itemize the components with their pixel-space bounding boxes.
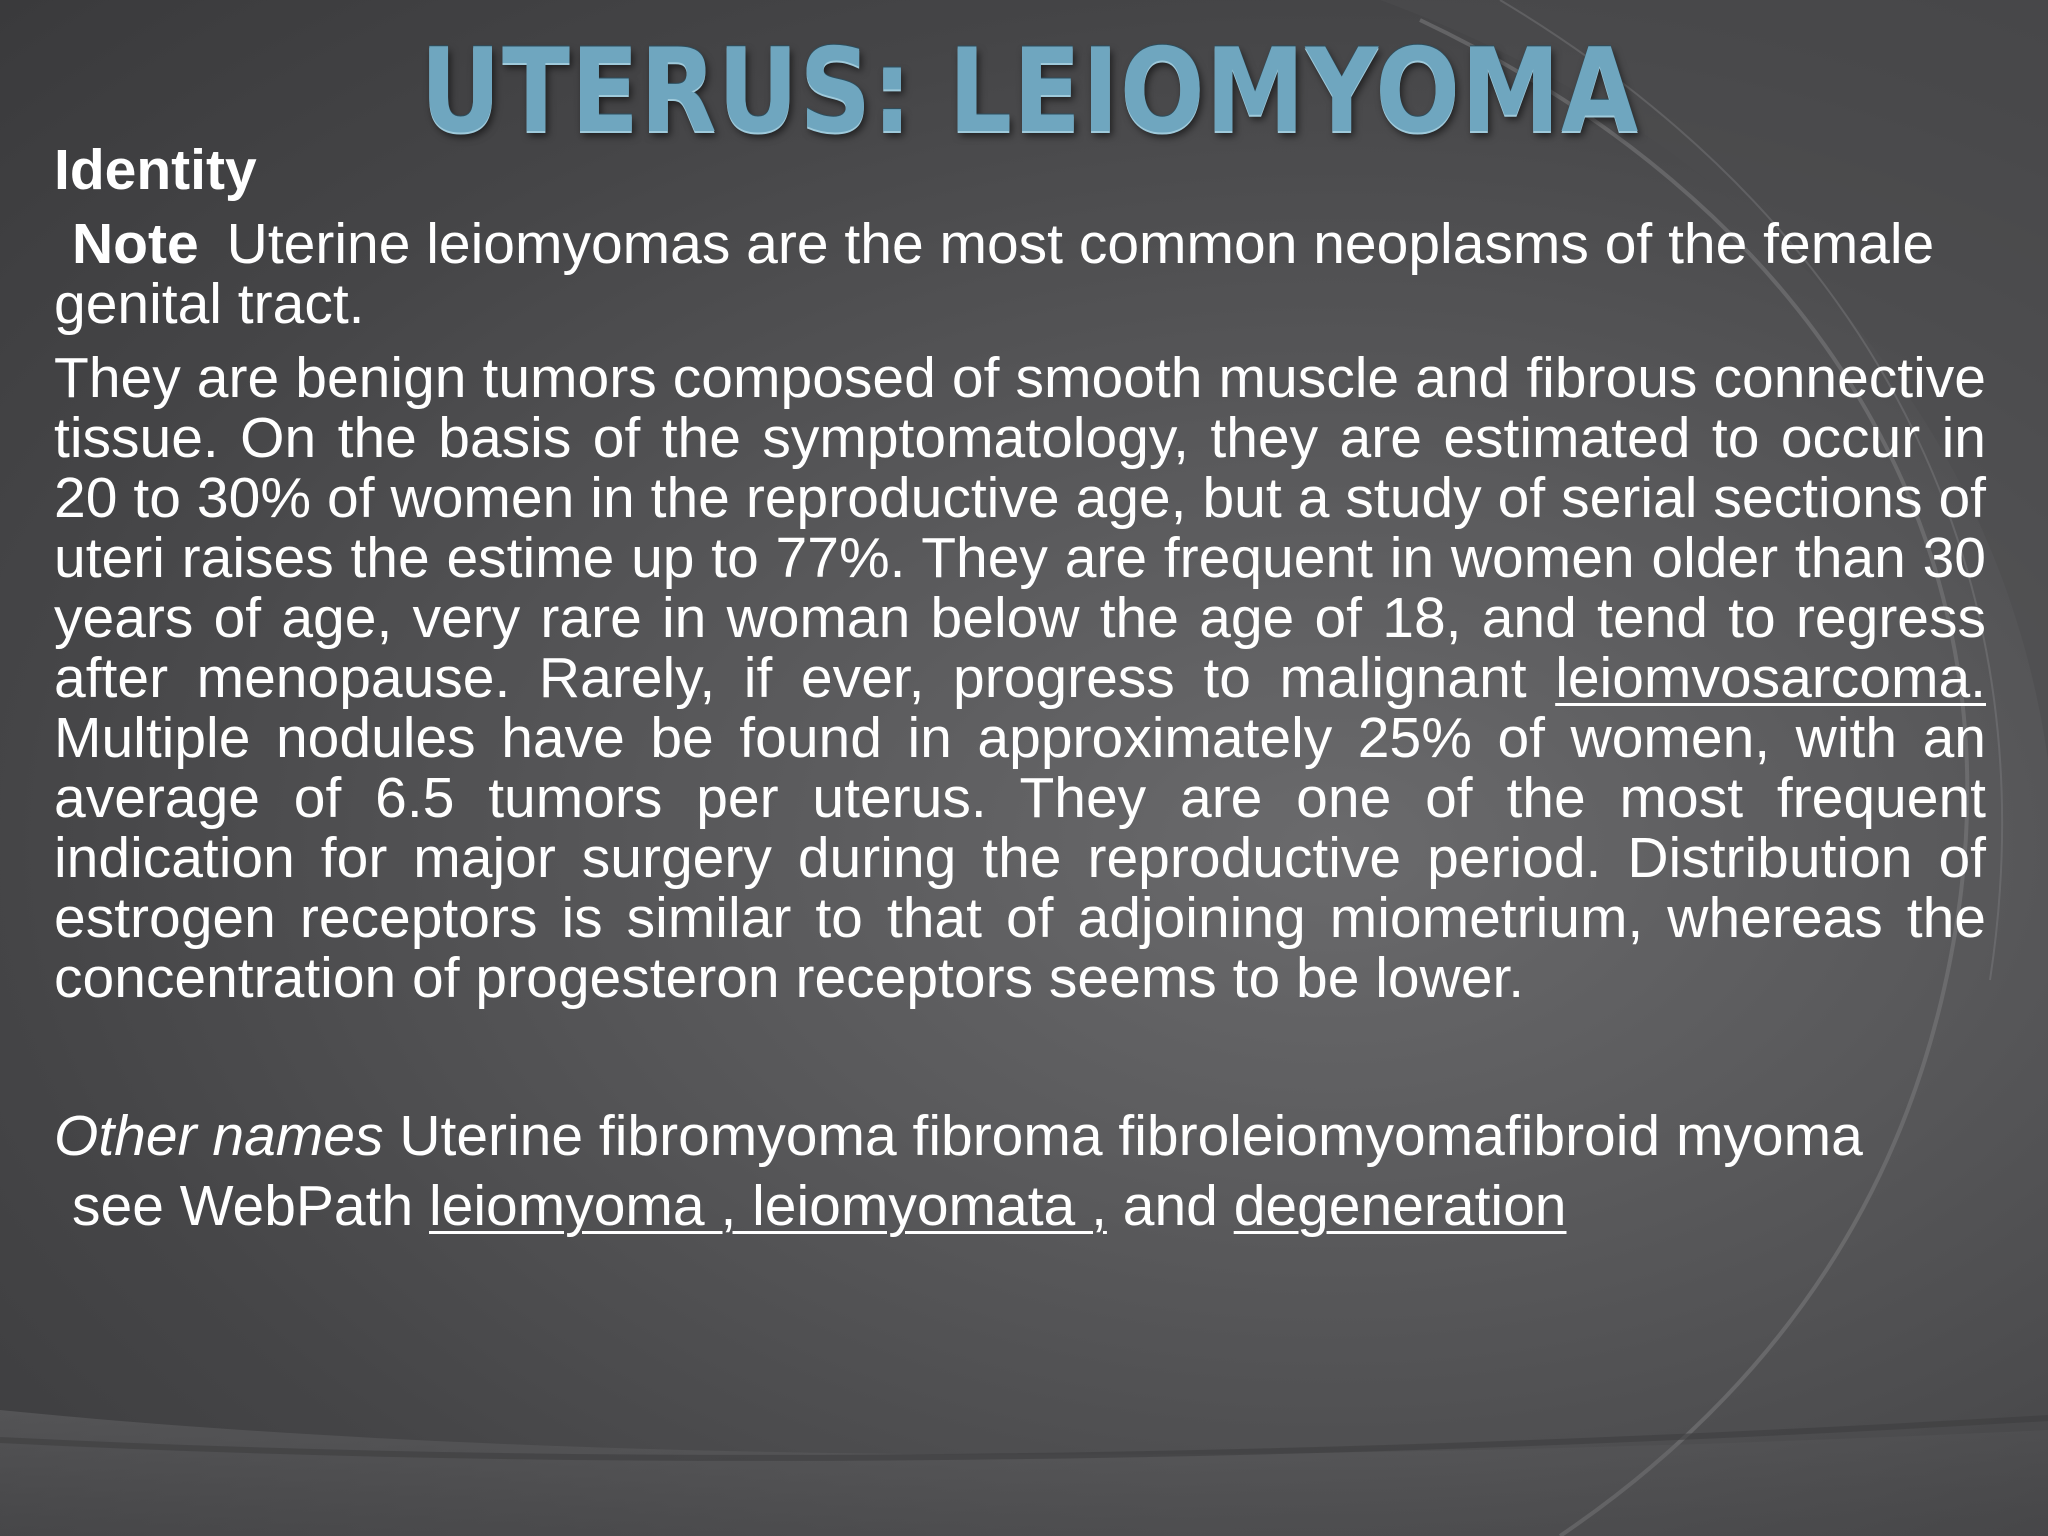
note-text: Uterine leiomyomas are the most common neoplasms of the female genital tract. bbox=[54, 212, 1935, 336]
see-webpath-paragraph bbox=[72, 1176, 1986, 1236]
see-webpath-prefix: see WebPath bbox=[72, 1174, 430, 1238]
identity-heading: Identity bbox=[54, 138, 257, 202]
leiomyoma-link[interactable]: leiomyoma , leiomyomata , bbox=[429, 1174, 1107, 1238]
other-names-label: Other names bbox=[54, 1104, 384, 1168]
see-webpath-middle: and bbox=[1106, 1174, 1234, 1238]
slide-title: UTERUS: LEIOMYOMA bbox=[420, 24, 1640, 159]
slide-content bbox=[54, 140, 1986, 1236]
description-text-2: Multiple nodules have be found in approximately 25% of women, with an average of 6.5 tumors per uterus. They are one of the most frequent indication for major surgery during the reproductive period. Distribution of estrogen receptors is similar to that of adjoining miometrium, whereas the concentration of progesteron receptors seems to be lower. bbox=[54, 706, 1986, 1010]
description-paragraph bbox=[54, 348, 1986, 1008]
other-names-text: Uterine fibromyoma fibroma fibroleiomyomafibroid myoma bbox=[383, 1104, 1863, 1168]
leiomyosarcoma-link[interactable]: leiomvosarcoma. bbox=[1555, 646, 1986, 710]
note-label: Note bbox=[72, 212, 199, 276]
other-names-paragraph bbox=[54, 1106, 1986, 1166]
description-text-1: They are benign tumors composed of smooth muscle and fibrous connective tissue. On the basis of the symptomatology, they are estimated to occur in 20 to 30% of women in the reproductive age, but a study of serial sections of uteri raises the estime up to 77%. They are frequent in women older than 30 years of age, very rare in woman below the age of 18, and tend to regress after menopause. Rarely, if ever, progress to malignant bbox=[54, 346, 1986, 710]
degeneration-link[interactable]: degeneration bbox=[1233, 1174, 1567, 1238]
note-paragraph bbox=[54, 214, 1986, 334]
